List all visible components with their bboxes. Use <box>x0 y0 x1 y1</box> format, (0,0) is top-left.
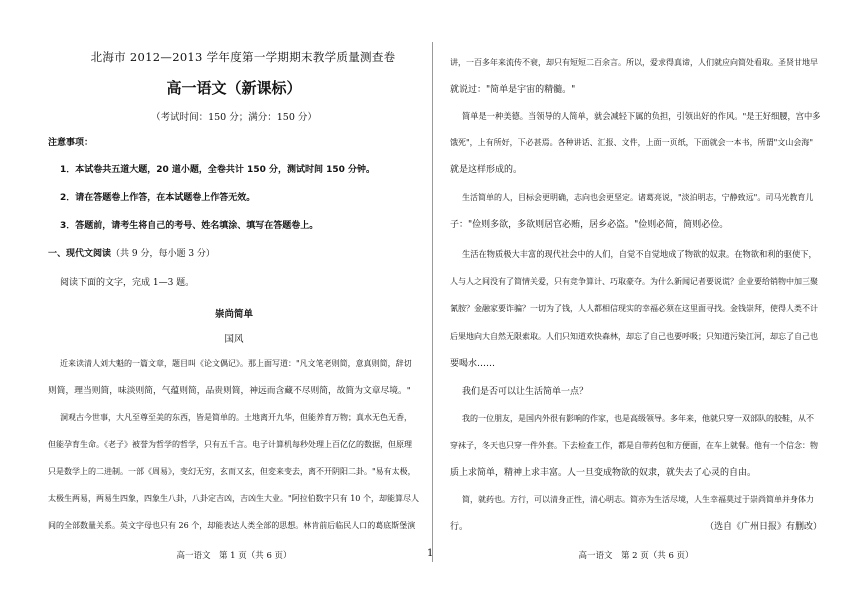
section-heading-note: （共 9 分，每小题 3 分） <box>111 249 215 259</box>
footer-left: 高一语文 第 1 页（共 6 页） <box>176 551 292 561</box>
article-line: 就是这样形成的。 <box>450 165 523 175</box>
article-title: 崇尚简单 <box>214 309 253 320</box>
article-author: 国风 <box>224 334 244 345</box>
article-line: 只是数学上的二进制。一部《周易》，变幻无穷，玄而又玄，但変来变去，离不开阴阳二卦。"易有太极， <box>48 467 416 476</box>
note-item-1: 1．本试卷共五道大题，20 道小题，全卷共计 150 分，测试时间 150 分钟。 <box>60 165 376 175</box>
article-line: 讲，一百多年来流传不衰，却只有短短二百余言。所以，爱求得真谛，人们就应向简处看取。圣贤甘地早 <box>450 58 818 67</box>
article-line: 间的全部数量关系。英文字母也只有 26 个，却能表达人类全部的思想。林肯前后临民人口的葛底斯堡演 <box>48 521 416 530</box>
exam-info: （考试时间：150 分；满分：150 分） <box>151 112 317 123</box>
article-line: 饿死"，上有所好，下必甚焉。各种讲话、汇报、文件，上面一页纸，下面就会一本书，所谓"文山会海" <box>450 138 814 147</box>
section-instruction: 阅读下面的文字，完成 1—3 题。 <box>60 278 195 288</box>
article-line: 氰胺？金融家要诈骗？一切为了钱，人人都相信现实的幸福必须在这里面寻找。金钱崇拜，使得人类不计 <box>450 304 818 313</box>
article-line: 简，就药也。方行，可以清身正性，清心明志。简亦为生活尽境，人生幸福莫过于崇尚简单并身体力 <box>462 495 814 504</box>
document-subtitle: 高一语文（新课标） <box>166 79 302 97</box>
article-line: 生活简单的人，目标会更明确，志向也会更坚定。诸葛亮说，"淡泊明志，宁静致远"。司马光教育儿 <box>462 193 814 202</box>
article-line: 简单是一种美德。当领导的人简单，就会减轻下属的负担，引领出好的作风。"是王好细腰，宫中多 <box>462 111 821 121</box>
article-line: 子："俭则多欲，多欲则居官必贿，居乡必盗。"俭则必简，简则必俭。 <box>450 220 729 230</box>
article-line: 行。 <box>450 522 469 532</box>
notes-heading: 注意事项： <box>48 138 94 148</box>
note-item-2: 2．请在答题卷上作答，在本试题卷上作答无效。 <box>60 193 256 203</box>
section-heading-label: 一、现代文阅读 <box>48 249 112 259</box>
article-line: 我的一位朋友，是国内外很有影响的作家，也是高级领导。多年来，他就只穿一双部队的胶鞋，从不 <box>462 414 814 423</box>
article-line: 则简，理当则简，味淡则简，气蕴则简，品贵则简，神远而含藏不尽则简，故简为文章尽境。" <box>48 386 411 396</box>
center-page-number: 1 <box>427 548 434 559</box>
article-line: 就说过："简单是宇宙的精髓。" <box>450 85 576 95</box>
footer-right: 高一语文 第 2 页（共 6 页） <box>578 551 694 561</box>
article-line: 质上求简单，精神上求丰富。人一旦变成物欲的奴隶，就失去了心灵的自由。 <box>450 468 757 478</box>
article-line: 生活在物质极大丰富的现代社会中的人们，自觉不自觉地成了物欲的奴隶。在物欲和利的驱使下， <box>462 249 817 259</box>
article-source: （选自《广州日报》有删改） <box>704 522 822 532</box>
document-title: 北海市 2012—2013 学年度第一学期期末教学质量测查卷 <box>90 50 396 64</box>
left-column <box>48 0 420 595</box>
article-line: 要喝水…… <box>450 359 496 369</box>
article-line: 洞观古今世事，大凡至尊至美的东西，皆是简单的。土地离开九华，但能养育万物；真水无色无香， <box>60 413 412 422</box>
article-line: 我们是否可以让生活简单一点？ <box>462 387 589 397</box>
article-line: 后果地向大自然无限索取。人们只知道欢快森林，却忘了自己也要呼吸；只知道污染江河，却忘了自己也 <box>450 332 818 341</box>
note-item-3: 3．答题前，请考生将自己的考号、姓名填涂、填写在答题卷上。 <box>60 221 319 231</box>
article-line: 穿袜子，冬天也只穿一件外套。下去检查工作，都是自带药包和方便面，在车上就餐。他有一个信念：物 <box>450 441 818 450</box>
article-line: 人与人之间没有了简情关爱，只有竞争算计、巧取豪夺。为什么新闻记者要说谎？企业要给销物中加三聚 <box>450 277 818 286</box>
section-heading <box>48 248 215 260</box>
article-line: 但能孕育生命。《老子》被誉为哲学的哲学，只有五千言。电子计算机每秒处理上百亿亿的数据，但原理 <box>48 440 412 449</box>
right-column <box>450 0 822 595</box>
column-divider <box>432 42 433 562</box>
article-line: 近来读清人刘大魁的一篇文章，题目叫《论文偶记》。那上面写道："凡文笔老则简，意真则简，辞切 <box>60 359 412 368</box>
article-line: 太极生两易，两易生四象，四象生八卦，八卦定吉凶，吉凶生大业。"阿拉伯数字只有 10 个，却能算尽人 <box>48 494 419 503</box>
